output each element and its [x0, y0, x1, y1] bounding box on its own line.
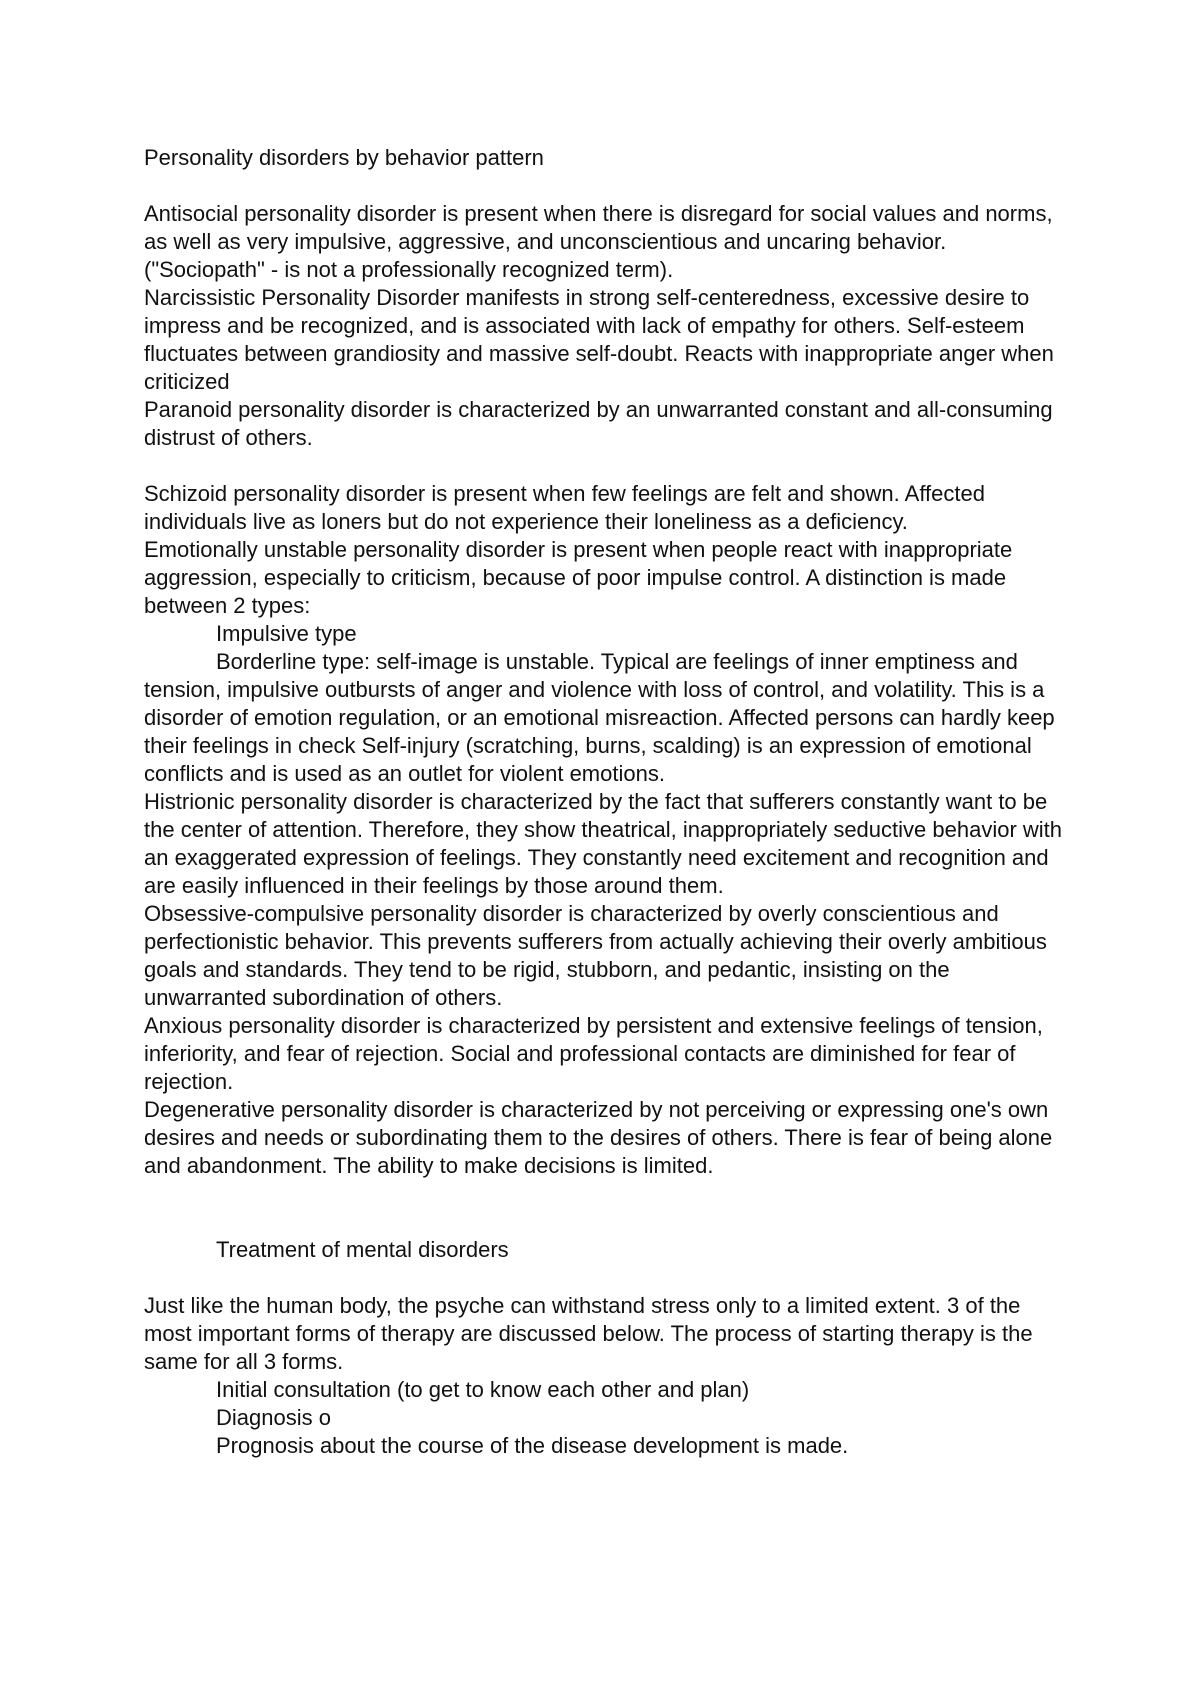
paragraph-emotionally-unstable: Emotionally unstable personality disorder is present when people react with inappropriate aggression, especially to criticism, because of poor impulse control. A distinction is made between 2 types: — [144, 537, 1019, 618]
treatment-intro: Just like the human body, the psyche can withstand stress only to a limited extent. 3 of the most important forms of therapy are discussed below. The process of starting therapy is the same for all 3 forms. — [144, 1293, 1039, 1374]
treatment-step-1: Initial consultation (to get to know each other and plan) — [216, 1377, 750, 1402]
spacer — [144, 1264, 1064, 1292]
paragraph-anxious: Anxious personality disorder is characterized by persistent and extensive feelings of tension, inferiority, and fear of rejection. Social and professional contacts are diminished for fear of rejection. — [144, 1013, 1049, 1094]
paragraph-schizoid: Schizoid personality disorder is present when few feelings are felt and shown. Affected individuals live as loners but do not experience their loneliness as a deficiency. — [144, 481, 992, 534]
type-borderline — [144, 648, 1064, 788]
type-borderline-text: Borderline type: self-image is unstable. Typical are feelings of inner emptiness and tension, impulsive outbursts of anger and violence with loss of control, and volatility. This is a disorder of emotion regulation, or an emotional misreaction. Affected persons can hardly keep their feelings in check Self-injury (scratching, burns, scalding) is an expression of emotional conflicts and is used as an outlet for violent emotions. — [144, 649, 1061, 786]
paragraph-obsessive-compulsive: Obsessive-compulsive personality disorder is characterized by overly conscientious and perfectionistic behavior. This prevents sufferers from actually achieving their overly ambitious goals and standards. They tend to be rigid, stubborn, and pedantic, insisting on the unwarranted subordination of others. — [144, 901, 1053, 1010]
type-impulsive: Impulsive type — [216, 621, 357, 646]
paragraph-narcissistic: Narcissistic Personality Disorder manifests in strong self-centeredness, excessive desire to impress and be recognized, and is associated with lack of empathy for others. Self-esteem fluctuates between grandiosity and massive self-doubt. Reacts with inappropriate anger when criticized — [144, 285, 1060, 394]
spacer — [144, 452, 1064, 480]
paragraph-degenerative: Degenerative personality disorder is characterized by not perceiving or expressing one's own desires and needs or subordinating them to the desires of others. There is fear of being alone and abandonment. The ability to make decisions is limited. — [144, 1097, 1059, 1178]
paragraph-paranoid: Paranoid personality disorder is characterized by an unwarranted constant and all-consuming distrust of others. — [144, 397, 1059, 450]
spacer — [144, 172, 1064, 200]
treatment-step-3: Prognosis about the course of the disease development is made. — [216, 1433, 849, 1458]
paragraph-histrionic: Histrionic personality disorder is characterized by the fact that sufferers constantly want to be the center of attention. Therefore, they show theatrical, inappropriately seductive behavior with an exaggerated expression of feelings. They constantly need excitement and recognition and are easily influenced in their feelings by those around them. — [144, 789, 1069, 898]
paragraph-antisocial: Antisocial personality disorder is present when there is disregard for social values and norms, as well as very impulsive, aggressive, and unconscientious and uncaring behavior. ("Sociopath" - is not a professionally recognized term). — [144, 201, 1059, 282]
treatment-step-2: Diagnosis o — [216, 1405, 331, 1430]
spacer — [144, 1180, 1064, 1236]
document-body — [144, 144, 1069, 1460]
section-title: Personality disorders by behavior pattern — [144, 145, 544, 170]
treatment-heading: Treatment of mental disorders — [216, 1237, 509, 1262]
